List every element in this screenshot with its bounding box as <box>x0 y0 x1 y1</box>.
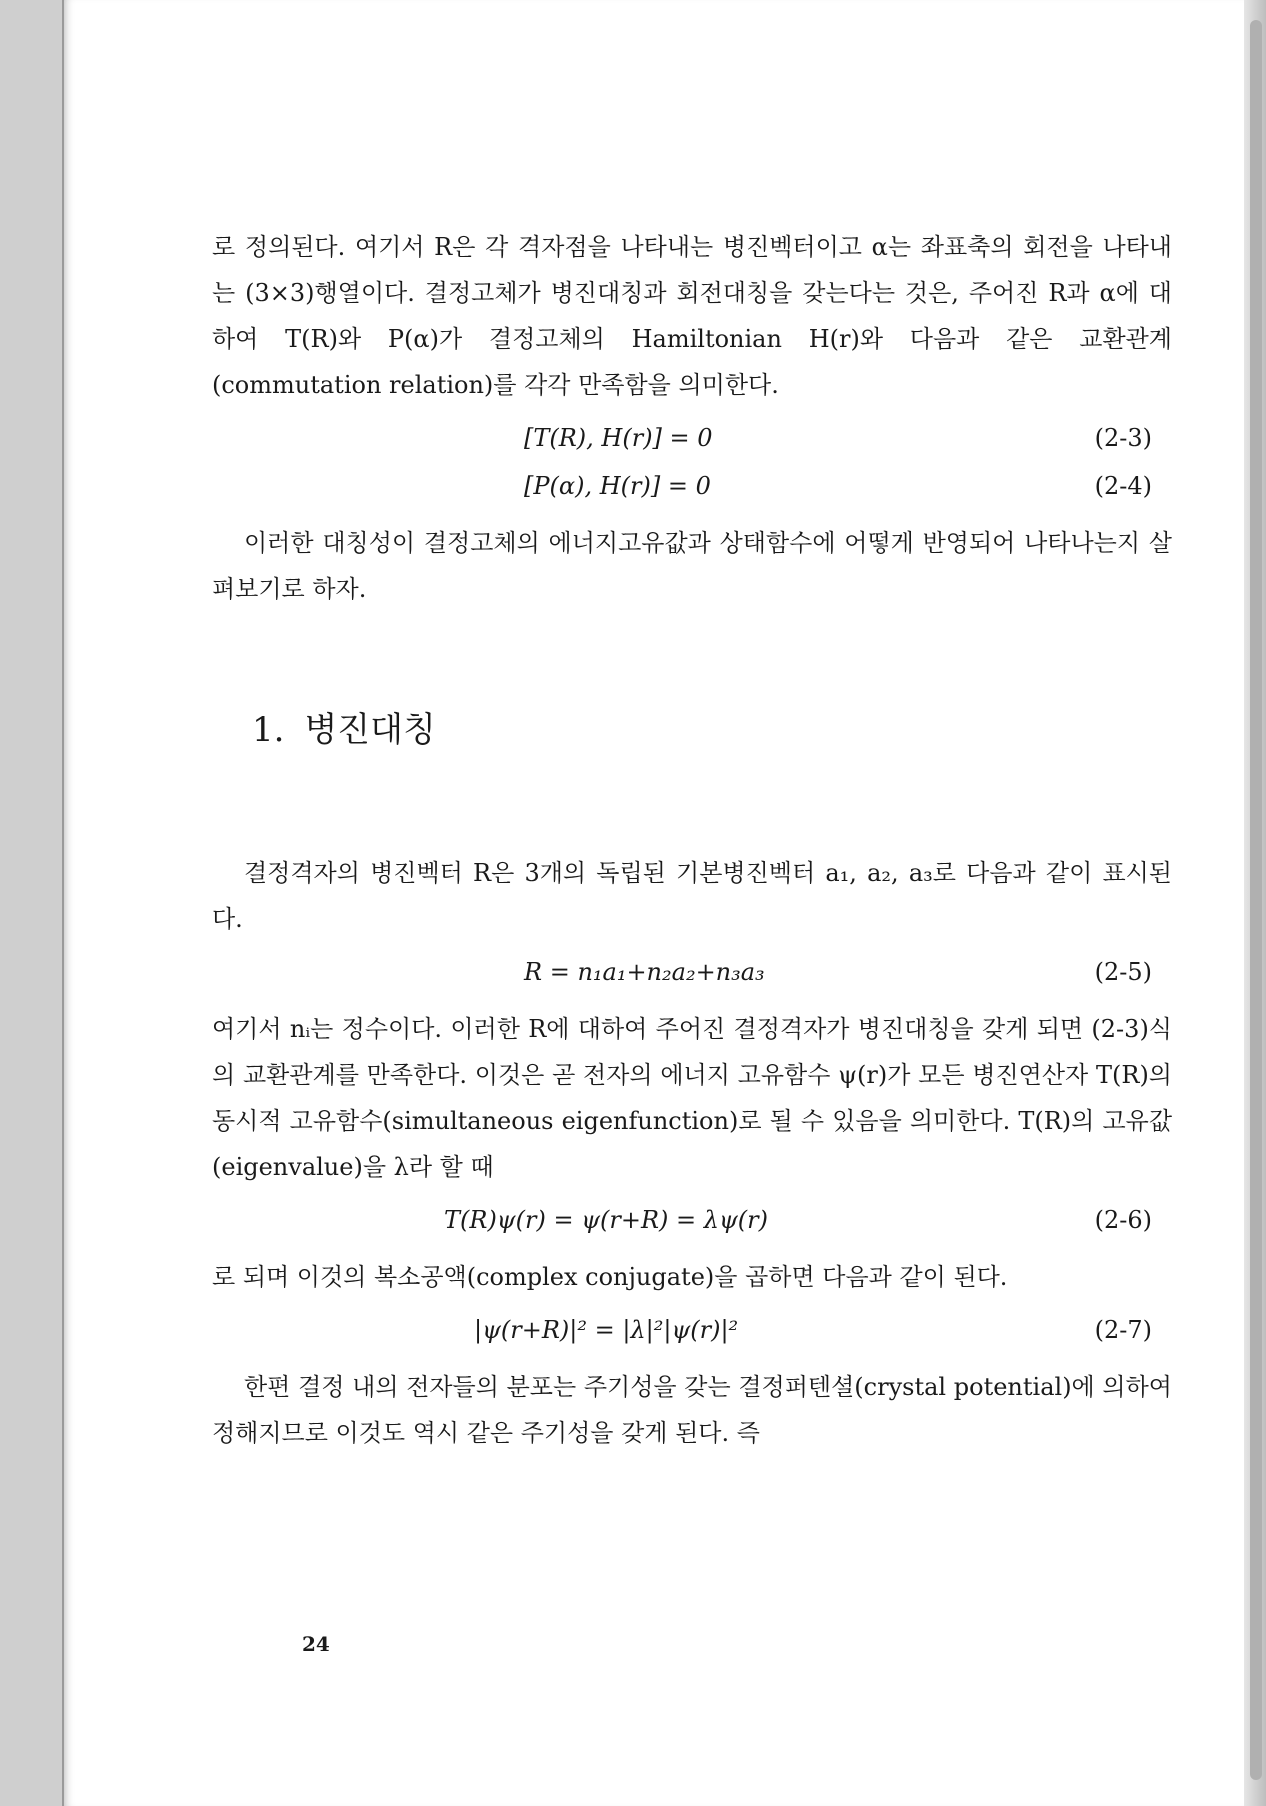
paragraph-3: 결정격자의 병진벡터 R은 3개의 독립된 기본병진벡터 a₁, a₂, a₃로 다음과 같이 표시된다. <box>212 859 1172 933</box>
equation-2-5-number: (2-5) <box>1094 958 1152 986</box>
paragraph-5: 로 되며 이것의 복소공액(complex conjugate)을 곱하면 다음과 같이 된다. <box>212 1263 1008 1291</box>
equation-2-4 <box>212 462 1172 510</box>
page-number: 24 <box>302 1632 330 1656</box>
equation-2-3-expr: [T(R), H(r)] = 0 <box>524 424 713 452</box>
equation-2-6 <box>212 1196 1172 1244</box>
equation-2-3 <box>212 414 1172 462</box>
equation-2-7 <box>212 1306 1172 1354</box>
equation-2-6-number: (2-6) <box>1094 1206 1152 1234</box>
paragraph-2: 이러한 대칭성이 결정고체의 에너지고유값과 상태함수에 어떻게 반영되어 나타나는지 살펴보기로 하자. <box>212 529 1172 603</box>
equation-2-6-expr: T(R)ψ(r) = ψ(r+R) = λψ(r) <box>444 1206 768 1234</box>
section-title: 병진대칭 <box>304 710 436 750</box>
section-number: 1. <box>252 710 285 750</box>
equation-2-3-number: (2-3) <box>1094 424 1152 452</box>
page-content <box>212 224 1172 1456</box>
section-heading <box>212 706 1172 754</box>
equation-2-4-expr: [P(α), H(r)] = 0 <box>524 472 711 500</box>
equation-2-4-number: (2-4) <box>1094 472 1152 500</box>
document-page <box>62 0 1244 1806</box>
equation-2-7-expr: |ψ(r+R)|² = |λ|²|ψ(r)|² <box>474 1316 739 1344</box>
scrollbar-thumb[interactable] <box>1250 20 1262 1780</box>
equation-2-7-number: (2-7) <box>1094 1316 1152 1344</box>
paragraph-1: 로 정의된다. 여기서 R은 각 격자점을 나타내는 병진벡터이고 α는 좌표축의 회전을 나타내는 (3×3)행열이다. 결정고체가 병진대칭과 회전대칭을 갖는다는 것은, 주어진 R과 α에 대하여 T(R)와 P(α)가 결정고체의 Hamiltonian H(r)와 다음과 같은 교환관계(commutation relation)를 각각 만족함을 의미한다. <box>212 233 1172 399</box>
equation-2-5 <box>212 948 1172 996</box>
vertical-scrollbar[interactable] <box>1244 0 1266 1806</box>
paragraph-4: 여기서 nᵢ는 정수이다. 이러한 R에 대하여 주어진 결정격자가 병진대칭을 갖게 되면 (2-3)식의 교환관계를 만족한다. 이것은 곧 전자의 에너지 고유함수 ψ(r)가 모든 병진연산자 T(R)의 동시적 고유함수(simultaneous eigenfunction)로 될 수 있음을 의미한다. T(R)의 고유값(eigenvalue)을 λ라 할 때 <box>212 1015 1172 1181</box>
equation-2-5-expr: R = n₁a₁+n₂a₂+n₃a₃ <box>524 958 765 986</box>
paragraph-6: 한편 결정 내의 전자들의 분포는 주기성을 갖는 결정퍼텐셜(crystal potential)에 의하여 정해지므로 이것도 역시 같은 주기성을 갖게 된다. 즉 <box>212 1373 1172 1447</box>
